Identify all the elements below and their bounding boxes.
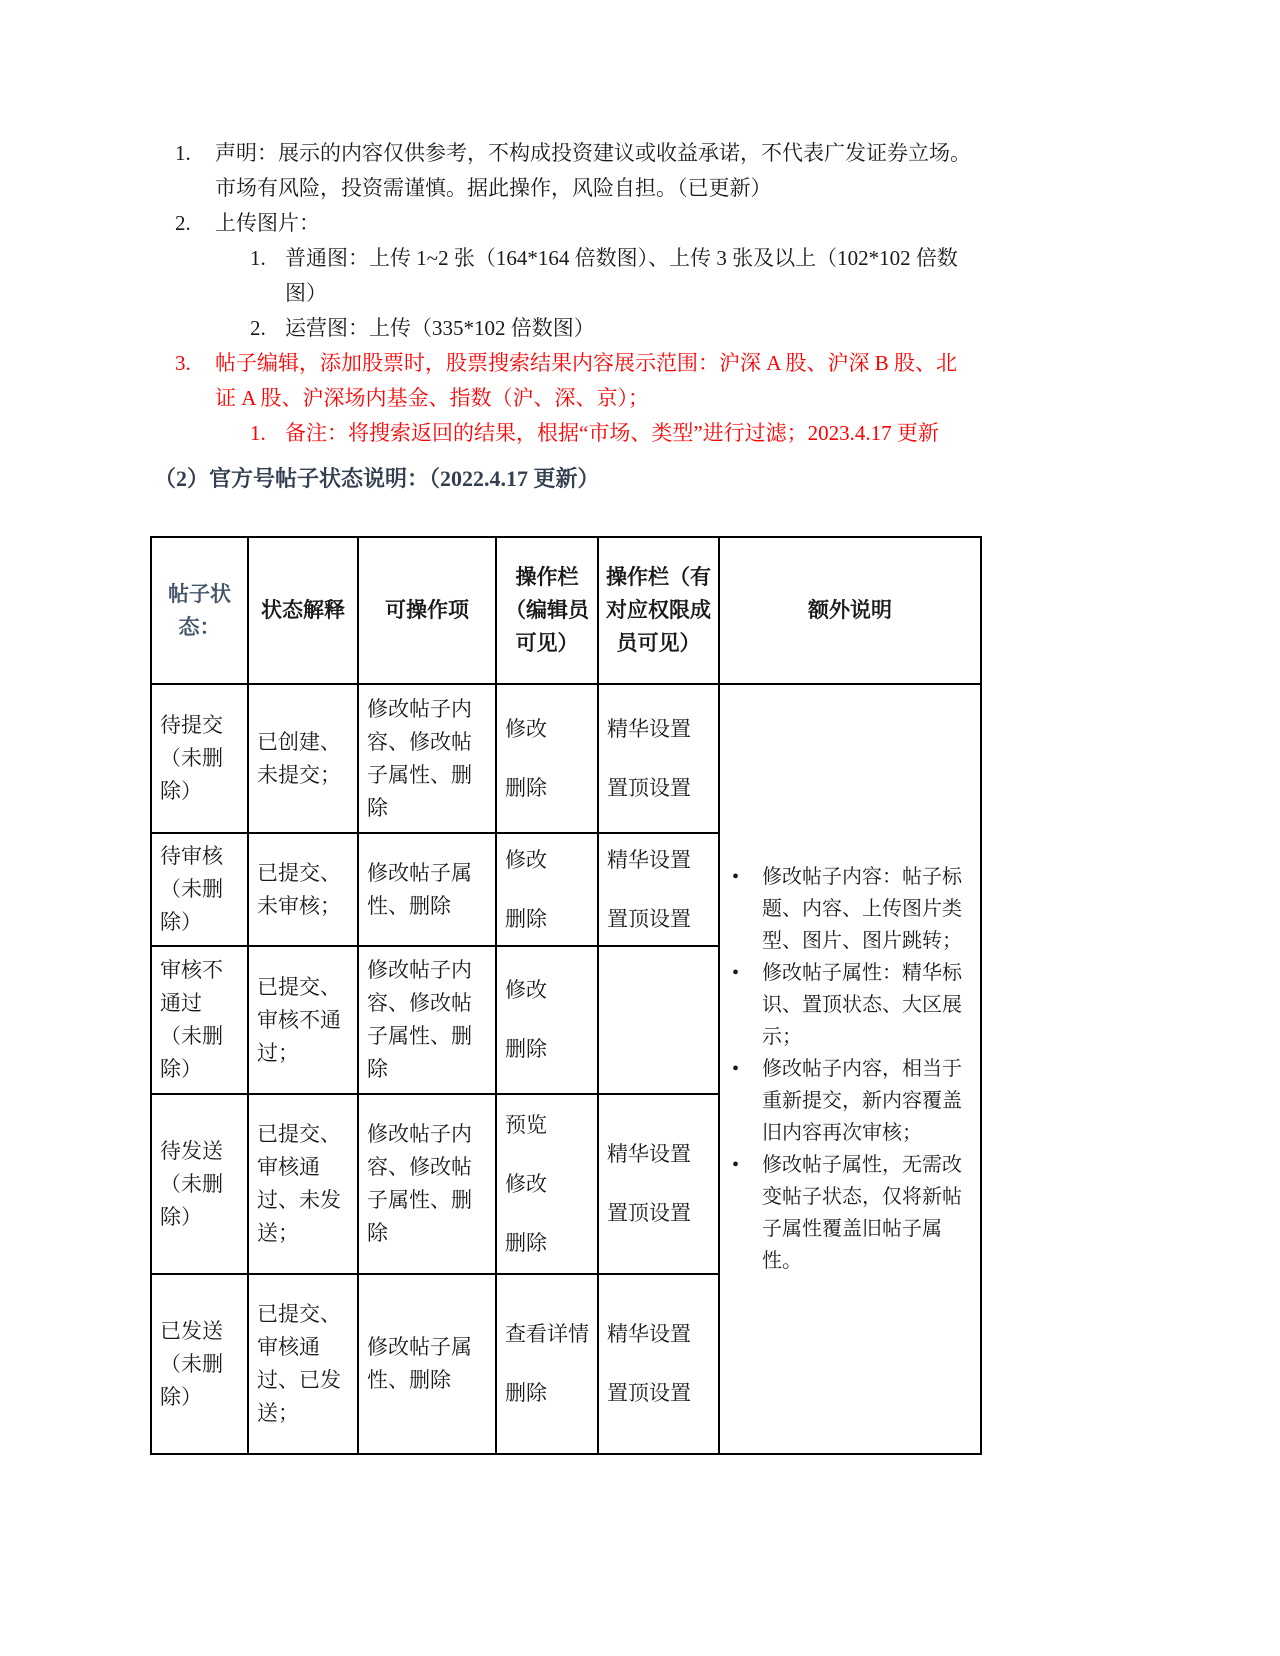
- notes-cell: [719, 684, 981, 1454]
- header-editor-bar: 操作栏（编辑员可见）: [496, 537, 598, 684]
- list-item-1-line-1: 声明：展示的内容仅供参考，不构成投资建议或收益承诺，不代表广发证券立场。: [215, 141, 971, 165]
- member-action: 精华设置: [607, 1142, 691, 1166]
- sublist-item-2-2-text: [285, 311, 1115, 346]
- list-item-2-number: 2.: [175, 211, 191, 235]
- bullet-icon: •: [732, 962, 740, 984]
- list-item-3-line-2: 证 A 股、沪深场内基金、指数（沪、深、京）；: [215, 386, 650, 410]
- operations-cell: 修改帖子内容、修改帖子属性、删除: [358, 684, 496, 833]
- note-item: [728, 1053, 974, 1149]
- header-member-bar: 操作栏（有对应权限成员可见）: [598, 537, 719, 684]
- list-item-2: [175, 206, 1115, 241]
- explain-cell: 已提交、未审核；: [248, 833, 358, 946]
- operations-cell: 修改帖子内容、修改帖子属性、删除: [358, 946, 496, 1094]
- sublist-item-3-1-text: [285, 416, 1115, 451]
- list-item-3-text: [215, 346, 1115, 416]
- editor-action: 修改: [505, 716, 547, 741]
- note-item: [728, 957, 974, 1053]
- explain-cell: 已创建、未提交；: [248, 684, 358, 833]
- editor-action: 预览: [505, 1112, 547, 1137]
- editor-action: 修改: [505, 1171, 547, 1196]
- sublist-item-3-1-number: 1.: [250, 421, 266, 445]
- header-status: 帖子状态：: [151, 537, 248, 684]
- explain-cell: 已提交、审核不通过；: [248, 946, 358, 1094]
- sublist-item-3-1: [250, 416, 1115, 451]
- editor-action: 删除: [505, 775, 547, 800]
- bullet-icon: •: [732, 1058, 740, 1080]
- bullet-icon: •: [732, 866, 740, 888]
- list-item-1-line-2: 市场有风险，投资需谨慎。据此操作，风险自担。（已更新）: [215, 176, 772, 200]
- sublist-item-2-2-line-1: 运营图：上传（335*102 倍数图）: [285, 316, 595, 340]
- member-actions-cell: [598, 946, 719, 1094]
- editor-actions-cell: [496, 684, 598, 833]
- header-explain: 状态解释: [248, 537, 358, 684]
- editor-action: 删除: [505, 1037, 547, 1061]
- member-action: 置顶设置: [607, 906, 691, 931]
- note-item: [728, 1149, 974, 1277]
- sublist-item-2-2-number: 2.: [250, 316, 266, 340]
- header-operations: 可操作项: [358, 537, 496, 684]
- note-text: 修改帖子内容，相当于重新提交，新内容覆盖旧内容再次审核；: [762, 1058, 962, 1144]
- member-action: 置顶设置: [607, 775, 691, 800]
- editor-action: 查看详情: [505, 1322, 589, 1346]
- member-action: 精华设置: [607, 847, 691, 872]
- sublist-item-2-2: [250, 311, 1115, 346]
- editor-actions-cell: [496, 833, 598, 946]
- member-actions-cell: [598, 684, 719, 833]
- header-notes: 额外说明: [719, 537, 981, 684]
- status-cell: 待提交（未删除）: [151, 684, 248, 833]
- editor-actions-cell: [496, 1274, 598, 1454]
- list-item-1-number: 1.: [175, 141, 191, 165]
- sublist-item-2-1-line-2: 图）: [285, 281, 327, 305]
- editor-actions-cell: [496, 1094, 598, 1274]
- member-actions-cell: [598, 1094, 719, 1274]
- post-status-table: [150, 536, 982, 1455]
- list-item-1-text: [215, 136, 1115, 206]
- member-action: 精华设置: [607, 1322, 691, 1346]
- list-item-1: [175, 136, 1115, 206]
- operations-cell: 修改帖子属性、删除: [358, 833, 496, 946]
- editor-action: 删除: [505, 1381, 547, 1405]
- status-cell: 审核不通过（未删除）: [151, 946, 248, 1094]
- status-cell: 已发送（未删除）: [151, 1274, 248, 1454]
- sublist-item-2-1-line-1: 普通图：上传 1~2 张（164*164 倍数图）、上传 3 张及以上（102*102 倍数: [285, 246, 958, 270]
- editor-action: 删除: [505, 906, 547, 931]
- explain-cell: 已提交、审核通过、未发送；: [248, 1094, 358, 1274]
- list-item-2-text: [215, 206, 1115, 241]
- member-action: 精华设置: [607, 716, 691, 741]
- editor-actions-cell: [496, 946, 598, 1094]
- sublist-item-2-1-text: [285, 241, 1115, 311]
- note-text: 修改帖子属性，无需改变帖子状态，仅将新帖子属性覆盖旧帖子属性。: [762, 1154, 962, 1272]
- sublist-item-2-1-number: 1.: [250, 246, 266, 270]
- note-text: 修改帖子属性：精华标识、置顶状态、大区展示；: [762, 962, 962, 1048]
- note-item: [728, 861, 974, 957]
- editor-action: 删除: [505, 1230, 547, 1255]
- note-text: 修改帖子内容：帖子标题、内容、上传图片类型、图片、图片跳转；: [762, 866, 962, 952]
- member-action: 置顶设置: [607, 1381, 691, 1405]
- editor-action: 修改: [505, 847, 547, 872]
- status-cell: 待审核（未删除）: [151, 833, 248, 946]
- table-row-pending-submit: [151, 684, 981, 833]
- sublist-item-2-1: [250, 241, 1115, 311]
- list-item-2-line-1: 上传图片：: [215, 211, 320, 235]
- bullet-icon: •: [732, 1154, 740, 1176]
- operations-cell: 修改帖子属性、删除: [358, 1274, 496, 1454]
- notes-list: [175, 136, 1115, 451]
- list-item-3-line-1: 帖子编辑，添加股票时，股票搜索结果内容展示范围：沪深 A 股、沪深 B 股、北: [215, 351, 958, 375]
- member-actions-cell: [598, 833, 719, 946]
- explain-cell: 已提交、审核通过、已发送；: [248, 1274, 358, 1454]
- status-cell: 待发送（未删除）: [151, 1094, 248, 1274]
- list-item-3: [175, 346, 1115, 416]
- list-item-3-number: 3.: [175, 351, 191, 375]
- operations-cell: 修改帖子内容、修改帖子属性、删除: [358, 1094, 496, 1274]
- section-heading: （2）官方号帖子状态说明：（2022.4.17 更新）: [154, 466, 600, 491]
- sublist-item-3-1-line-1: 备注：将搜索返回的结果，根据“市场、类型”进行过滤；2023.4.17 更新: [285, 421, 939, 445]
- member-action: 置顶设置: [607, 1201, 691, 1225]
- member-actions-cell: [598, 1274, 719, 1454]
- table-header-row: [151, 537, 981, 684]
- editor-action: 修改: [505, 978, 547, 1002]
